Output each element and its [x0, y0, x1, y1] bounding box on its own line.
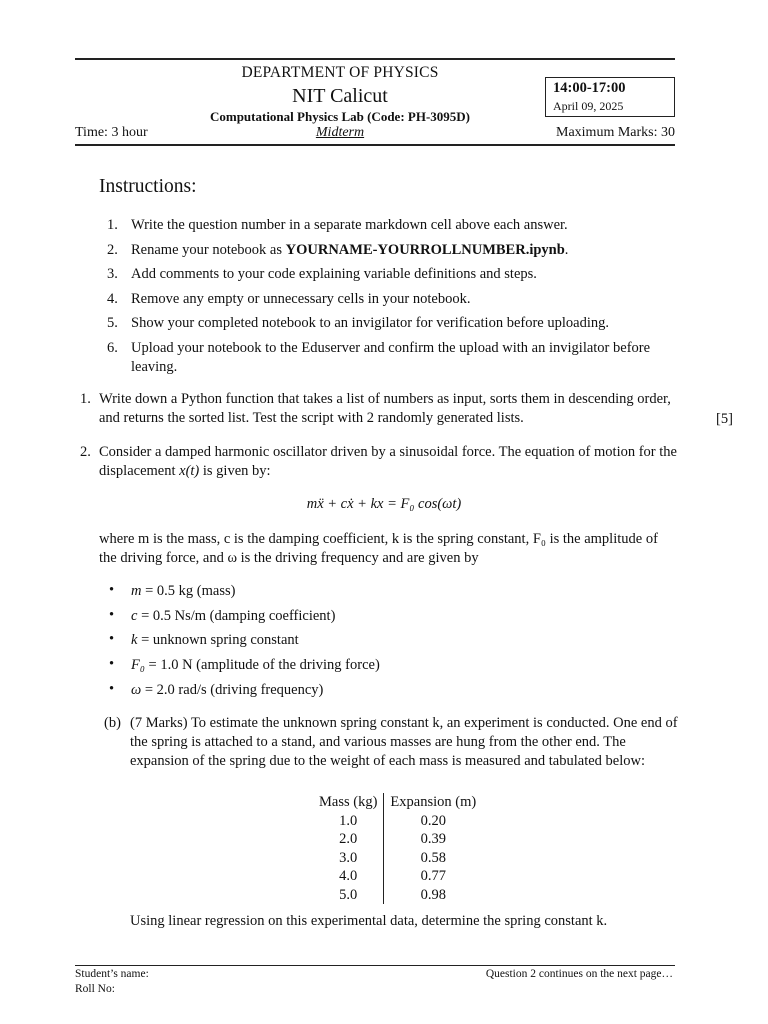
exam-type: Midterm [315, 125, 365, 140]
date-box [545, 77, 675, 117]
list-item: 6. Upload your notebook to the Eduserver and confirm the upload with an invigilator before leaving. [107, 339, 651, 375]
table-row: 2.0 0.39 [313, 830, 482, 849]
list-item: • ω = 2.0 rad/s (driving frequency) [109, 680, 324, 698]
question-2 [75, 443, 680, 481]
parameter-list [99, 582, 659, 705]
department-name: DEPARTMENT OF PHYSICS [241, 64, 439, 81]
list-item: 5. Show your completed notebook to an invigilator for verification before uploading. [107, 315, 609, 331]
table-row: 5.0 0.98 [313, 886, 482, 905]
table-row: 1.0 0.20 [313, 812, 482, 831]
instructions-list [99, 216, 679, 382]
student-name-label: Student’s name: [75, 968, 149, 980]
exam-date: April 09, 2025 [553, 99, 624, 113]
list-item: • m = 0.5 kg (mass) [109, 582, 236, 599]
parameter-description: where m is the mass, c is the damping coefficient, k is the spring constant, F₀ is the amplitude of the driving force, and ω is the driving frequency and are given by [99, 531, 658, 566]
table-header-row [313, 793, 482, 812]
list-item: • c = 0.5 Ns/m (damping coefficient) [109, 606, 336, 624]
question-1 [75, 390, 680, 428]
table-row: 4.0 0.77 [313, 867, 482, 886]
column-header-mass: Mass (kg) [313, 793, 384, 812]
header-top-rule [75, 58, 675, 60]
exam-slot: 14:00-17:00 [553, 80, 626, 96]
continuation-note: Question 2 continues on the next page… [485, 968, 673, 980]
question-text: Write down a Python function that takes a list of numbers as input, sorts them in descending order, and returns the sorted list. Test the script with 2 randomly generated lists. [99, 391, 671, 426]
regression-instruction: Using linear regression on this experimental data, determine the spring constant k. [130, 913, 608, 929]
question-number: 2. [80, 444, 91, 460]
question-number: 1. [80, 391, 91, 407]
part-text: (7 Marks) To estimate the unknown spring constant k, an experiment is conducted. One end of the spring is attached to a stand, and various masses are hung from the other end. The expansion of the spring due to the weight of each mass is measured and tabulated below: [130, 715, 678, 769]
list-item: 2. Rename your notebook as YOURNAME-YOURROLLNUMBER.ipynb. [107, 241, 569, 258]
question-1-marks: [5] [716, 411, 733, 427]
list-item: 1. Write the question number in a separate markdown cell above each answer. [107, 217, 568, 233]
part-b [99, 714, 679, 771]
exam-duration: Time: 3 hour [75, 125, 148, 140]
maximum-marks: Maximum Marks: 30 [556, 125, 675, 140]
table-row: 3.0 0.58 [313, 849, 482, 868]
column-header-expansion: Expansion (m) [390, 794, 477, 810]
header-bottom-rule [75, 144, 675, 146]
list-item: • k = unknown spring constant [109, 631, 299, 649]
roll-number-label: Roll No: [75, 983, 115, 995]
course-title: Computational Physics Lab (Code: PH-3095D) [209, 109, 470, 124]
institute-name: NIT Calicut [292, 85, 388, 107]
data-table [313, 793, 482, 904]
footer-rule [75, 965, 675, 966]
part-label: (b) [104, 715, 121, 731]
list-item: 4. Remove any empty or unnecessary cells in your notebook. [107, 290, 471, 307]
list-item: • F₀ = 1.0 N (amplitude of the driving force) [109, 656, 380, 674]
list-item: 3. Add comments to your code explaining variable definitions and steps. [107, 266, 537, 282]
instructions-heading: Instructions: [99, 176, 197, 197]
question-text: Consider a damped harmonic oscillator driven by a sinusoidal force. The equation of motion for the displacement x(t) is given by: [99, 444, 677, 479]
notebook-filename: YOURNAME-YOURROLLNUMBER.ipynb [285, 241, 565, 258]
equation-of-motion: mẍ + cẋ + kx = F₀ cos(ωt) [306, 496, 462, 512]
